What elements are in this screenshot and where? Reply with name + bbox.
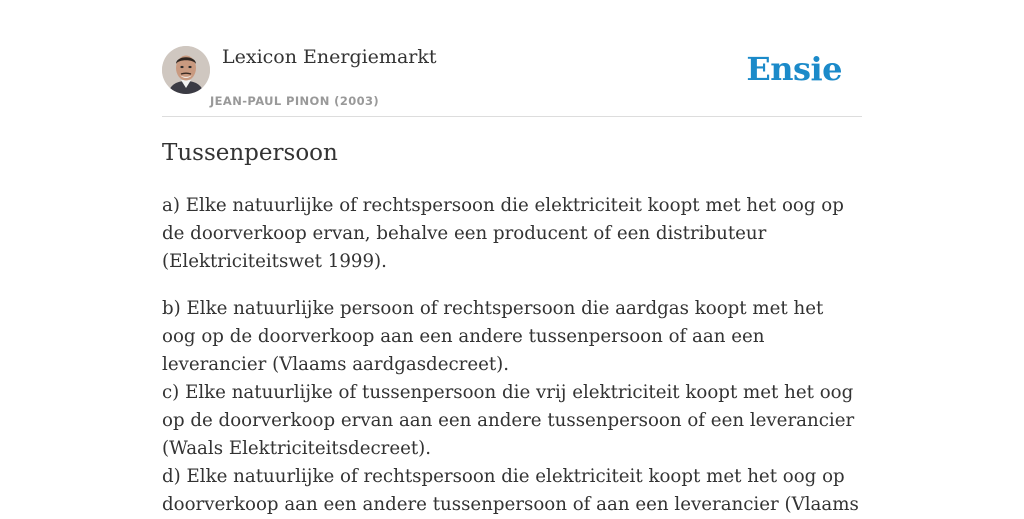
author-avatar[interactable] xyxy=(162,46,210,94)
author-photo-icon xyxy=(162,46,210,94)
definition-paragraph-d: d) Elke natuurlijke of rechtspersoon die elektriciteit koopt met het oog op doorverkoop aan een andere tussenpersoon of aan een leverancier (Vlaams xyxy=(162,466,859,515)
header xyxy=(162,0,862,117)
definition-paragraph-b: b) Elke natuurlijke persoon of rechtspersoon die aardgas koopt met het oog op de doorverkoop aan een andere tussenpersoon of aan een leverancier (Vlaams aardgasdecreet). xyxy=(162,298,824,375)
definition-paragraph-a: a) Elke natuurlijke of rechtspersoon die elektriciteit koopt met het oog op de doorverkoop ervan, behalve een producent of een distributeur (Elektriciteitswet 1999). xyxy=(162,195,844,272)
entry-term: Tussenpersoon xyxy=(162,140,338,166)
entry-definition xyxy=(162,192,862,519)
ensie-logo[interactable]: Ensie xyxy=(746,50,842,88)
author-name[interactable]: JEAN-PAUL PINON (2003) xyxy=(210,94,380,108)
book-title[interactable]: Lexicon Energiemarkt xyxy=(222,46,437,68)
definition-paragraph-c: c) Elke natuurlijke of tussenpersoon die vrij elektriciteit koopt met het oog op de doorverkoop ervan aan een andere tussenpersoon of een leverancier (Waals Elektriciteitsdecreet). xyxy=(162,382,855,459)
entry-card xyxy=(162,0,862,515)
